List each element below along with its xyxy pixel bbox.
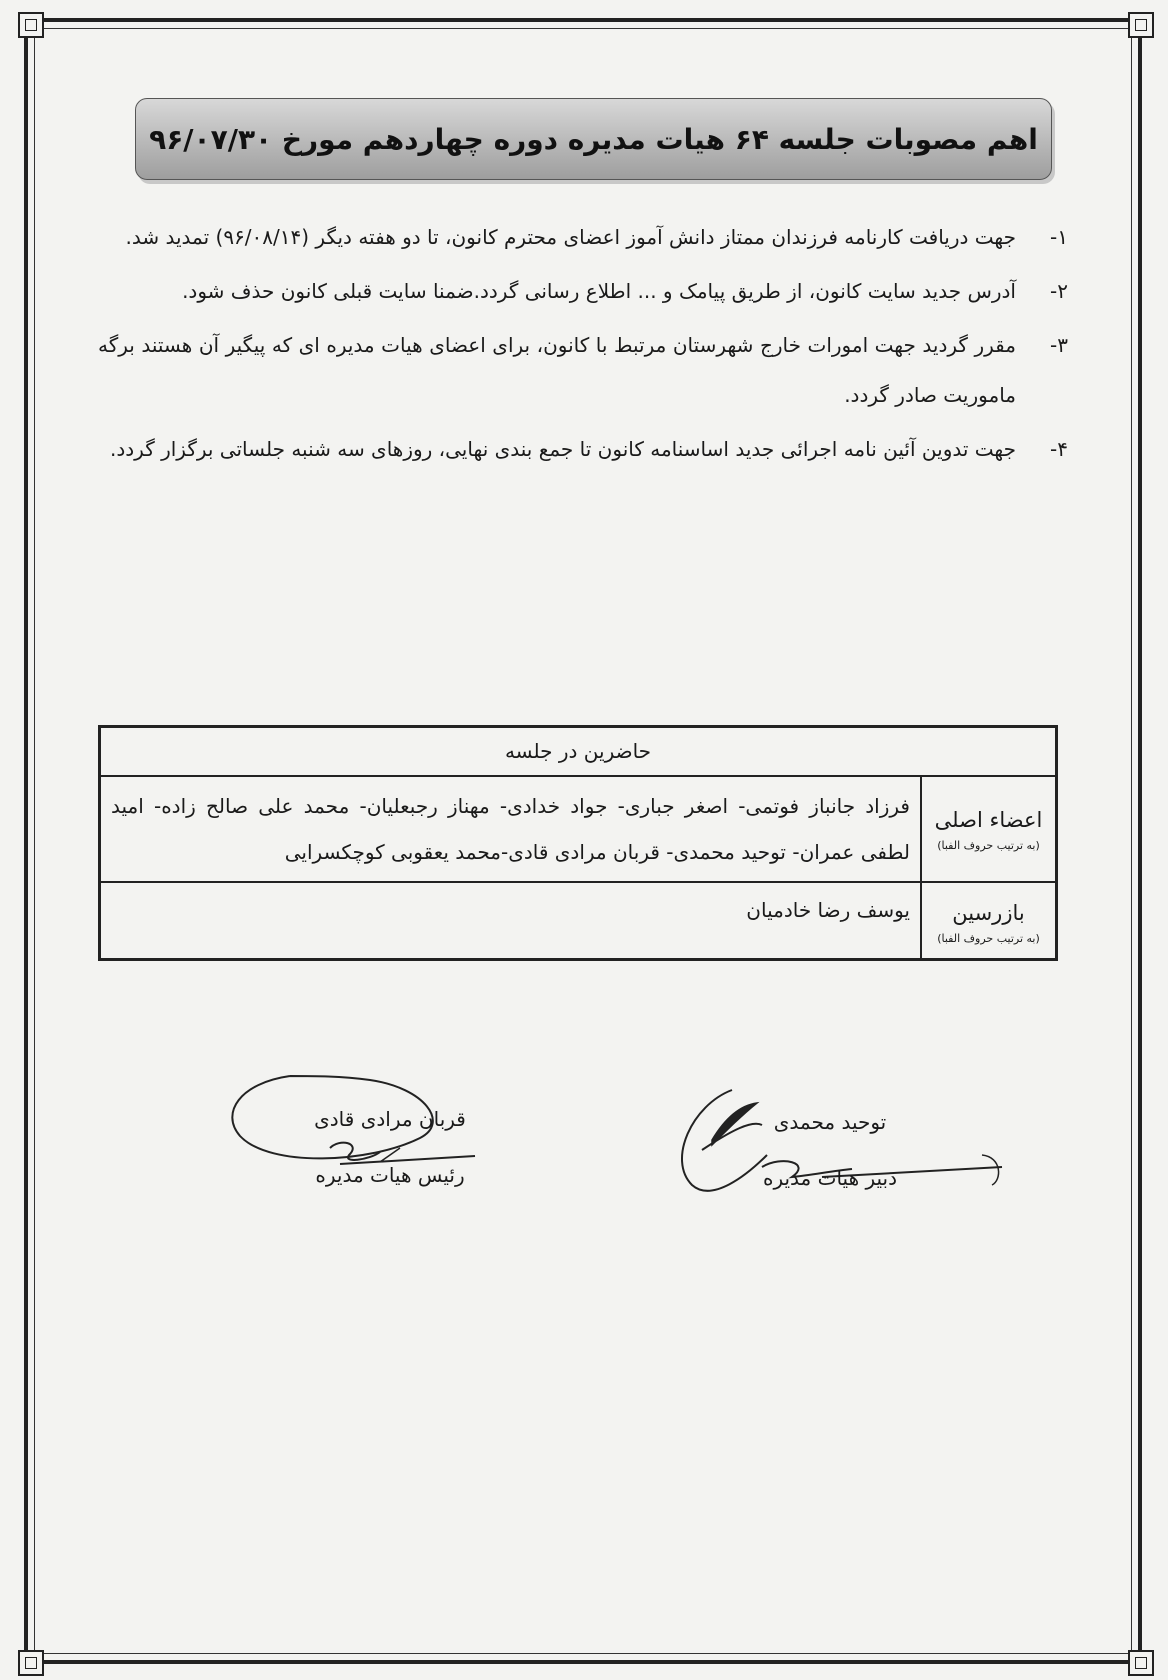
- title-banner: [135, 98, 1052, 180]
- signature-block-chairman: [290, 1104, 490, 1190]
- corner-ornament-top-right: [1128, 12, 1154, 38]
- signatory-role: رئیس هیات مدیره: [315, 1163, 465, 1187]
- resolution-text: آدرس جدید سایت کانون، از طریق پیامک و ... اطلاع رسانی گردد.ضمنا سایت قبلی کانون حذف شود.: [182, 279, 1016, 303]
- attendance-row-main-members: [101, 777, 1055, 883]
- resolutions-list: [98, 212, 1068, 478]
- row-label: بازرسین: [952, 901, 1025, 925]
- row-sublabel: (به ترتیب حروف الفبا): [937, 932, 1040, 945]
- attendance-row-inspectors: [101, 883, 1055, 961]
- resolution-text: جهت دریافت کارنامه فرزندان ممتاز دانش آموز اعضای محترم کانون، تا دو هفته دیگر (۹۶/۰۸/۱۴) تمدید شد.: [125, 225, 1016, 249]
- resolution-number: ۴-: [1050, 437, 1068, 461]
- corner-ornament-top-left: [18, 12, 44, 38]
- resolution-item: [98, 266, 1068, 316]
- signatory-role: دبیر هیات مدیره: [762, 1166, 898, 1190]
- row-label: اعضاء اصلی: [934, 808, 1043, 832]
- document-title: اهم مصوبات جلسه ۶۴ هیات مدیره دوره چهاردهم مورخ ۹۶/۰۷/۳۰: [149, 122, 1038, 156]
- resolution-text: مقرر گردید جهت امورات خارج شهرستان مرتبط با کانون، برای اعضای هیات مدیره ای که پیگیر آن هستند برگه ماموریت صادر گردد.: [98, 333, 1016, 407]
- resolution-number: ۱-: [1050, 225, 1068, 249]
- row-label-cell: [920, 883, 1055, 961]
- corner-ornament-bottom-left: [18, 1650, 44, 1676]
- inspector-names: یوسف رضا خادمیان: [746, 898, 910, 922]
- attendance-table: [98, 725, 1058, 961]
- row-label-cell: [920, 777, 1055, 881]
- attendance-header: حاضرین در جلسه: [101, 728, 1055, 777]
- resolution-item: [98, 212, 1068, 262]
- signatory-name: قربان مرادی قادی: [314, 1107, 466, 1131]
- resolution-text: جهت تدوین آئین نامه اجرائی جدید اساسنامه کانون تا جمع بندی نهایی، روزهای سه شنبه جلساتی برگزار گردد.: [109, 437, 1016, 461]
- resolution-item: [98, 320, 1068, 420]
- resolution-number: ۳-: [1050, 333, 1068, 357]
- resolution-number: ۲-: [1050, 279, 1068, 303]
- corner-ornament-bottom-right: [1128, 1650, 1154, 1676]
- signature-block-secretary: [745, 1107, 915, 1193]
- signatory-name: توحید محمدی: [773, 1110, 887, 1134]
- row-sublabel: (به ترتیب حروف الفبا): [937, 839, 1040, 852]
- resolution-item: [98, 424, 1068, 474]
- member-names: فرزاد جانباز فوتمی- اصغر جباری- جواد خدادی- مهناز رجبعلیان- محمد علی صالح زاده- امید لطفی عمران- توحید محمدی- قربان مرادی قادی-محمد یعقوبی کوچکسرایی: [111, 794, 910, 864]
